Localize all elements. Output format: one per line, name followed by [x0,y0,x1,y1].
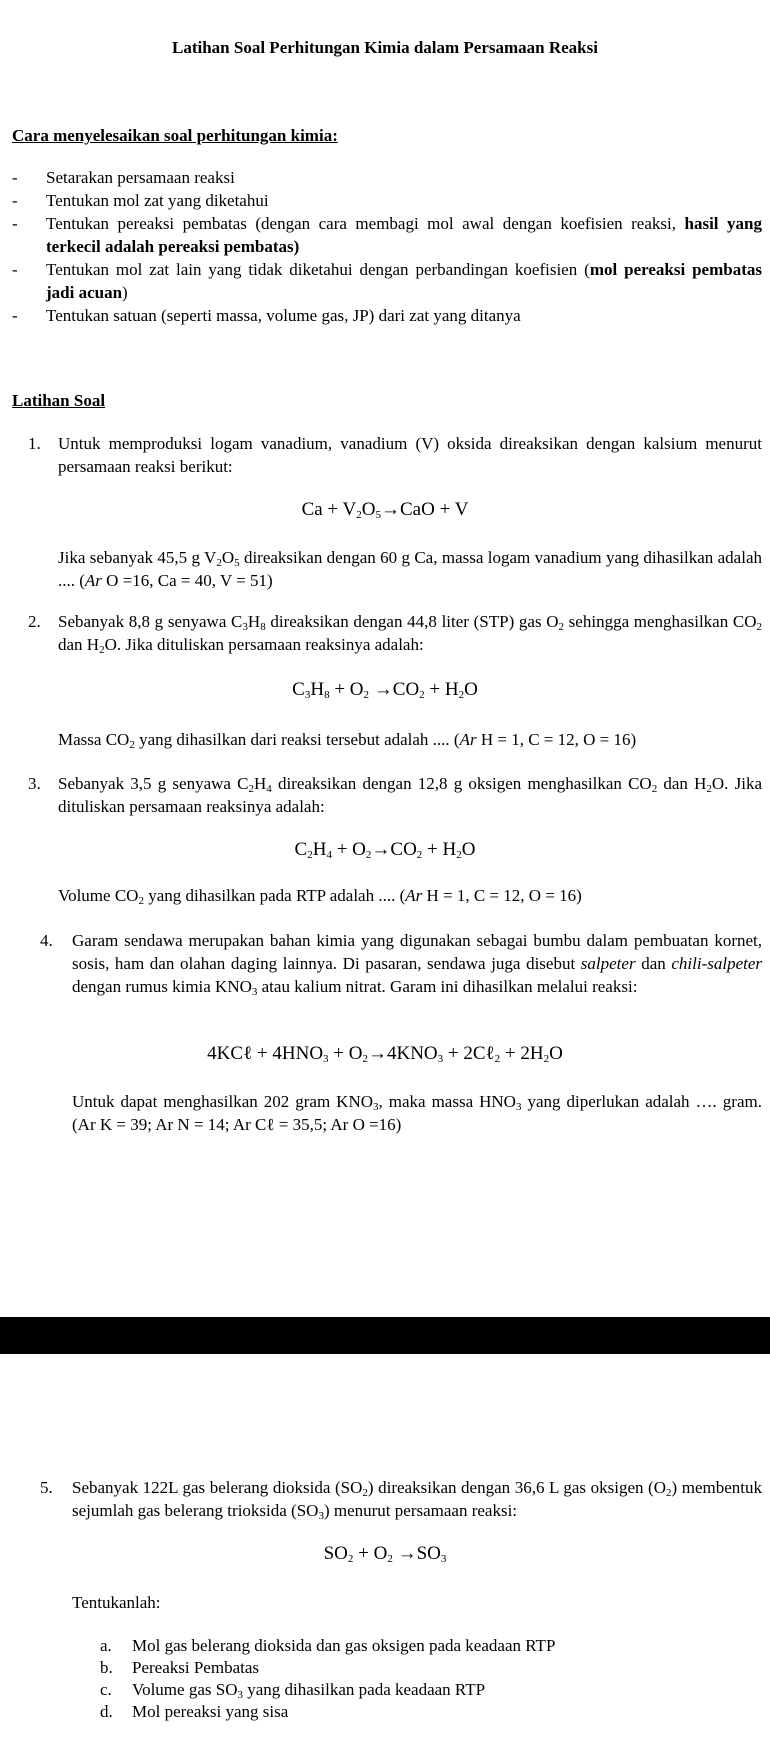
question-number: 5. [40,1478,53,1497]
bullet-dash: - [12,214,18,233]
bullet-dash: - [12,260,18,279]
question-number: 2. [28,612,41,631]
bullet-dash: - [12,168,18,187]
question-detail: Untuk dapat menghasilkan 202 gram $KNO_3$, maka massa $HNO_3$ yang diperlukan adalah …. gram. (Ar K = 39; Ar N = 14; Ar Cℓ = 35,5; Ar O =16) [72,1092,762,1134]
question-1 [28,432,762,478]
question-detail: Massa $CO_2$ yang dihasilkan dari reaksi tersebut adalah .... (Ar H = 1, C = 12, O = 16) [58,730,637,751]
guide-item [12,212,762,258]
question-number: 4. [40,931,53,950]
question-text: Sebanyak 3,5 g senyawa $C_2H_4$ direaksikan dengan 12,8 g oksigen menghasilkan $CO_2$ dan $H_2O$. Jika dituliskan persamaan reaksinya adalah: [58,774,762,816]
reaction-equation: 4KCℓ + $4HNO_3 + O_2\to 4KNO_3$ + 2Cℓ$_2$ + $2H_2O$ [207,1043,563,1065]
guide-heading: Cara menyelesaikan soal perhitungan kimia: [12,126,338,145]
guide-item-text: Tentukan mol zat yang diketahui [46,191,269,210]
guide-item-text: Tentukan mol zat lain yang tidak diketahui dengan perbandingan koefisien (mol pereaksi pembatas jadi acuan) [46,260,762,302]
question-text: Garam sendawa merupakan bahan kimia yang digunakan sebagai bumbu dalam pembuatan kornet, sosis, ham dan olahan daging lainnya. Di pasaran, sendawa juga disebut salpeter dan chili-salpeter dengan rumus kimia $KNO_3$ atau kalium nitrat. Garam ini dihasilkan melalui reaksi: [72,931,763,998]
question-text: Sebanyak 8,8 g senyawa $C_3H_8$ direaksikan dengan 44,8 liter (STP) gas $O_2$ sehingga menghasilkan $CO_2$ dan $H_2O$. Jika dituliskan persamaan reaksinya adalah: [58,612,762,656]
reaction-equation: $C_3H_8 + O_2 \to CO_2 + H_2O$ [292,679,478,701]
question-text: Untuk memproduksi logam vanadium, vanadium (V) oksida direaksikan dengan kalsium menurut persamaan reaksi berikut: [58,434,762,476]
question-2 [28,610,762,656]
page-separator-bar [0,1317,770,1354]
question-number: 1. [28,434,41,453]
page-title: Latihan Soal Perhitungan Kimia dalam Persamaan Reaksi [172,38,598,57]
guide-item [12,304,762,327]
question-prompt: Tentukanlah: [72,1593,161,1612]
question-detail: Jika sebanyak 45,5 g $V_2O_5$ direaksikan dengan 60 g Ca, massa logam vanadium yang dihasilkan adalah .... (Ar O =16, Ca = 40, V = 51) [58,548,762,590]
sub-question: a. Mol gas belerang dioksida dan gas oksigen pada keadaan RTP [100,1636,556,1655]
question-text: Sebanyak 122L gas belerang dioksida $(SO_2)$ direaksikan dengan 36,6 L gas oksigen $(O_2)$ membentuk sejumlah gas belerang trioksida $(SO_3)$ menurut persamaan reaksi: [72,1478,762,1522]
guide-item-text: Setarakan persamaan reaksi [46,168,235,187]
sub-question: b. Pereaksi Pembatas [100,1658,259,1677]
question-5 [40,1476,762,1522]
exercise-heading: Latihan Soal [12,391,106,410]
reaction-equation: $C_2H_4 + O_2\to CO_2 + H_2O$ [294,839,476,861]
bullet-dash: - [12,191,18,210]
reaction-equation: $Ca + V_2O_5\to CaO + V$ [301,499,469,521]
guide-item-text: Tentukan pereaksi pembatas (dengan cara membagi mol awal dengan koefisien reaksi, hasil yang terkecil adalah pereaksi pembatas) [46,214,762,256]
guide-item-text: Tentukan satuan (seperti massa, volume gas, JP) dari zat yang ditanya [46,306,521,325]
emphasis: mol pereaksi pembatas jadi acuan [46,260,762,302]
sub-question: d. Mol pereaksi yang sisa [100,1702,289,1721]
question-number: 3. [28,774,41,793]
guide-item [12,166,762,189]
bullet-dash: - [12,306,18,325]
question-4 [40,929,762,998]
emphasis: hasil yang terkecil adalah pereaksi pembatas) [46,214,762,256]
guide-item [12,258,762,304]
reaction-equation: $SO_2 + O_2 \to SO_3$ [323,1543,447,1565]
sub-question: c. Volume gas $SO_3$ yang dihasilkan pada keadaan RTP [100,1680,486,1701]
question-3 [28,772,762,818]
guide-item [12,189,762,212]
question-detail: Volume $CO_2$ yang dihasilkan pada RTP adalah .... (Ar H = 1, C = 12, O = 16) [58,886,582,907]
